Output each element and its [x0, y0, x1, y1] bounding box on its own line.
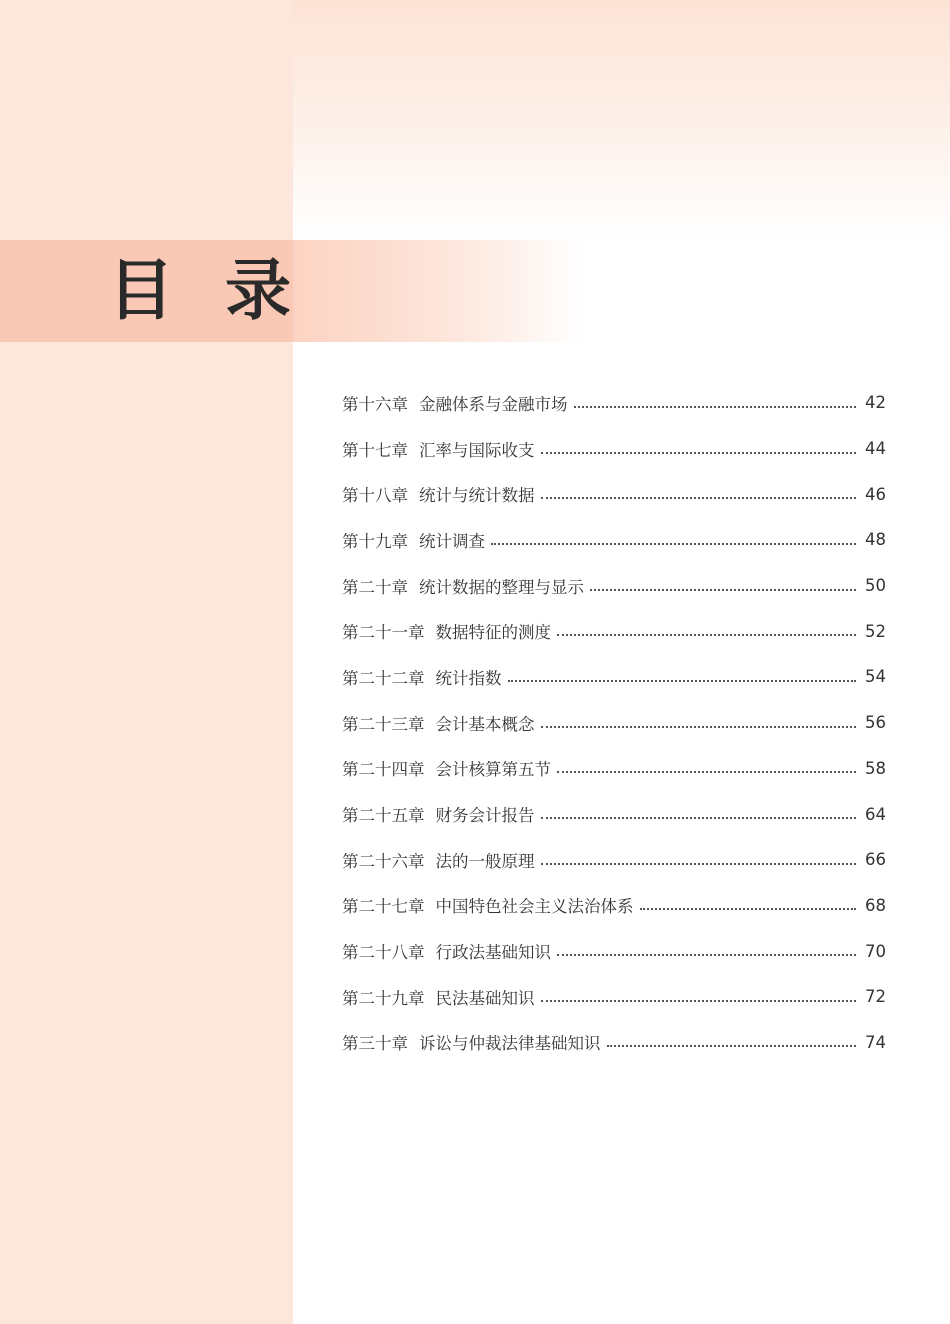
toc-entry[interactable]: [342, 791, 886, 837]
toc-entry[interactable]: [342, 517, 886, 563]
toc-chapter-number: 第二十二章: [342, 668, 425, 688]
toc-page-number: 54: [865, 667, 886, 687]
toc-entry[interactable]: [342, 380, 886, 426]
toc-entry[interactable]: [342, 471, 886, 517]
toc-dot-leader: [574, 406, 857, 408]
toc-page-number: 68: [865, 895, 886, 915]
toc-chapter-title: 汇率与国际收支: [419, 440, 535, 460]
toc-page-number: 74: [865, 1032, 886, 1052]
toc-chapter-title: 财务会计报告: [435, 806, 535, 826]
toc-entry[interactable]: [342, 426, 886, 472]
toc-dot-leader: [590, 589, 856, 591]
toc-chapter-title: 诉讼与仲裁法律基础知识: [419, 1034, 601, 1054]
table-of-contents: [342, 380, 886, 1065]
top-decor-gradient: [293, 0, 950, 240]
toc-chapter-title: 统计与统计数据: [419, 486, 535, 506]
toc-chapter-number: 第十六章: [342, 394, 408, 414]
toc-chapter-title: 统计指数: [435, 668, 502, 688]
toc-dot-leader: [640, 908, 857, 910]
toc-entry[interactable]: [342, 563, 886, 609]
toc-page-number: 42: [865, 393, 886, 413]
toc-page-number: 48: [865, 530, 886, 550]
toc-chapter-number: 第二十三章: [342, 714, 425, 734]
toc-chapter-title: 统计数据的整理与显示: [419, 577, 584, 597]
toc-page-number: 44: [865, 439, 886, 459]
toc-dot-leader: [541, 497, 857, 499]
toc-dot-leader: [557, 634, 856, 636]
toc-dot-leader: [541, 1000, 857, 1002]
toc-dot-leader: [508, 680, 857, 682]
toc-chapter-title: 金融体系与金融市场: [419, 394, 568, 414]
toc-entry[interactable]: [342, 746, 886, 792]
toc-chapter-number: 第二十章: [342, 577, 408, 597]
toc-chapter-number: 第二十七章: [342, 897, 425, 917]
toc-chapter-number: 第十九章: [342, 531, 408, 551]
toc-chapter-number: 第十八章: [342, 486, 408, 506]
toc-dot-leader: [557, 954, 856, 956]
toc-dot-leader: [491, 543, 856, 545]
toc-dot-leader: [541, 726, 857, 728]
toc-page-number: 72: [865, 987, 886, 1007]
toc-chapter-number: 第二十九章: [342, 988, 425, 1008]
toc-chapter-title: 会计基本概念: [435, 714, 535, 734]
toc-entry[interactable]: [342, 700, 886, 746]
toc-entry[interactable]: [342, 837, 886, 883]
toc-entry[interactable]: [342, 974, 886, 1020]
toc-chapter-number: 第二十八章: [342, 943, 425, 963]
toc-page-number: 70: [865, 941, 886, 961]
toc-chapter-title: 行政法基础知识: [435, 943, 551, 963]
toc-page-number: 66: [865, 850, 886, 870]
toc-entry[interactable]: [342, 608, 886, 654]
toc-dot-leader: [541, 452, 857, 454]
left-decor-band: [0, 0, 293, 1324]
toc-dot-leader: [607, 1045, 857, 1047]
toc-entry[interactable]: [342, 654, 886, 700]
toc-dot-leader: [541, 817, 857, 819]
page-title: 目 录: [108, 251, 305, 329]
toc-page-number: 46: [865, 484, 886, 504]
toc-entry[interactable]: [342, 928, 886, 974]
toc-entry[interactable]: [342, 1020, 886, 1066]
toc-chapter-title: 统计调查: [419, 531, 485, 551]
toc-chapter-title: 数据特征的测度: [435, 623, 551, 643]
toc-chapter-number: 第二十六章: [342, 851, 425, 871]
toc-chapter-title: 民法基础知识: [435, 988, 535, 1008]
toc-chapter-number: 第十七章: [342, 440, 408, 460]
toc-dot-leader: [541, 863, 857, 865]
toc-page-number: 52: [865, 621, 886, 641]
toc-chapter-title: 法的一般原理: [435, 851, 535, 871]
toc-chapter-number: 第三十章: [342, 1034, 408, 1054]
toc-chapter-title: 会计核算第五节: [435, 760, 551, 780]
toc-entry[interactable]: [342, 883, 886, 929]
toc-dot-leader: [557, 771, 856, 773]
toc-page-number: 58: [865, 758, 886, 778]
toc-page-number: 64: [865, 804, 886, 824]
title-band-fade: [293, 240, 583, 342]
toc-page-number: 56: [865, 713, 886, 733]
toc-chapter-number: 第二十四章: [342, 760, 425, 780]
toc-page-number: 50: [865, 576, 886, 596]
toc-chapter-number: 第二十五章: [342, 806, 425, 826]
toc-chapter-title: 中国特色社会主义法治体系: [435, 897, 634, 917]
toc-chapter-number: 第二十一章: [342, 623, 425, 643]
